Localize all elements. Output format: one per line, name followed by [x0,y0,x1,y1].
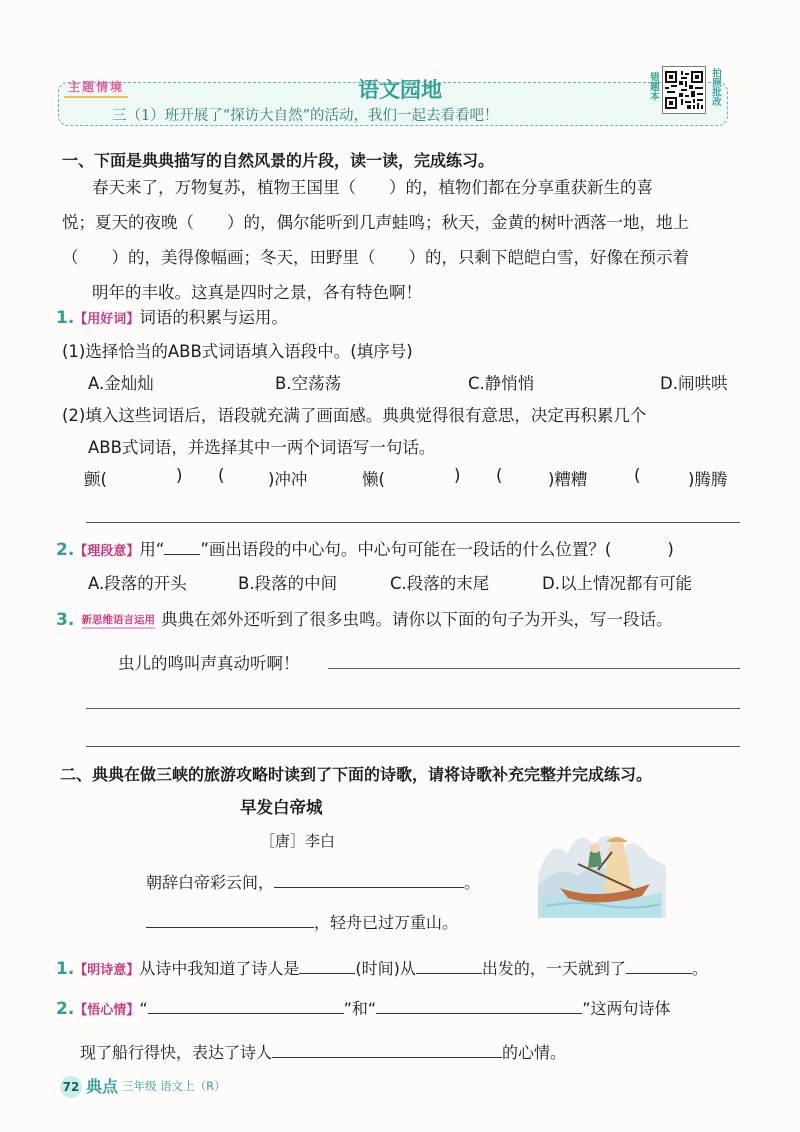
poem-line2-text: ，轻舟已过万重山。 [314,913,459,932]
q1-option-c[interactable]: C.静悄悄 [468,374,535,393]
q1-number: 1. [56,308,75,328]
s2-q1-tag: 【明诗意】 [74,963,140,978]
brand-logo: 典点 [86,1077,119,1096]
section1-passage [62,170,752,310]
fill-item: ( [218,466,225,485]
fill-item: ( [496,466,503,485]
s2-q1-text: 。 [691,959,708,978]
s2-q1-blank-to[interactable] [626,973,692,974]
q1-sub2-line2: ABB式词语，并选择其中一两个词语写一句话。 [88,438,436,457]
s2-q1-number: 1. [56,959,75,979]
poem-title: 早发白帝城 [240,798,323,817]
passage-line: 春天来了，万物复苏，植物王国里（ ）的，植物们都在分享重获新生的喜 [92,178,653,197]
fill-item: )糟糟 [548,470,588,489]
answer-line[interactable] [86,522,740,523]
fill-item: )腾腾 [688,470,728,489]
q3-text: 典典在郊外还听到了很多虫鸣。请你以下面的句子为开头，写一段话。 [161,610,673,629]
fill-item: 颤( [84,470,107,489]
q1-tag: 【用好词】 [74,312,140,327]
q1-sub2-line1: (2)填入这些词语后，语段就充满了画面感。典典觉得很有意思，决定再积累几个 [62,406,647,425]
page-number: 72 [60,1076,82,1098]
s2-q2-line2 [80,1040,566,1063]
q2-option-d[interactable]: D.以上情况都有可能 [542,574,692,593]
section1-heading: 一、下面是典典描写的自然风景的片段，读一读，完成练习。 [62,151,495,170]
q2-text: 用“ [139,540,165,559]
page-title: 语文园地 [358,78,442,102]
fill-item: ) [454,466,461,485]
answer-line[interactable] [86,708,740,709]
q3-prompt [56,606,756,630]
q1-title: 词语的积累与运用。 [139,308,288,327]
s2-q2-number: 2. [56,999,75,1019]
s2-q2-blank-2[interactable] [376,1013,582,1014]
q2-option-b[interactable]: B.段落的中间 [238,574,338,593]
q1-prompt [56,304,288,328]
poem-line1-text: 朝辞白帝彩云间， [146,873,275,892]
poem-blank-1[interactable] [274,887,464,888]
theme-tag: 主题情境 [64,78,128,98]
s2-q2-tag: 【悟心情】 [74,1003,140,1018]
s2-q1-text: 从诗中我知道了诗人是 [139,959,300,978]
s2-q1-blank-from[interactable] [416,973,482,974]
section2-heading: 二、典典在做三峡的旅游攻略时读到了下面的诗歌，请将诗歌补充完整并完成练习。 [60,765,653,784]
q1-option-a[interactable]: A.金灿灿 [88,374,154,393]
passage-line: 明年的丰收。这真是四时之景，各有特色啊！ [92,283,422,302]
qr-right-label: 拍照批改 [710,68,721,106]
q3-number: 3. [56,610,75,630]
s2-q2-blank-1[interactable] [148,1013,344,1014]
s2-q2-text: 的心情。 [502,1043,567,1062]
s2-q1-text: 出发的，一天就到了 [481,959,626,978]
fill-item: 懒( [362,470,385,489]
s2-q1-prompt [56,956,756,979]
q2-text: ”画出语段的中心句。中心句可能在一段话的什么位置？( [200,540,612,559]
passage-line: （ ）的，美得像幅画；冬天，田野里（ ）的，只剩下皑皑白雪，好像在预示着 [62,248,689,267]
s2-q2-text: 现了船行得快，表达了诗人 [80,1043,273,1062]
fill-item: ) [176,466,183,485]
fill-item: ( [634,466,641,485]
s2-q2-prompt [56,996,756,1019]
poem-line1-end: 。 [464,873,481,892]
s2-q1-blank-time[interactable] [299,973,355,974]
answer-line[interactable] [328,668,740,669]
banner-intro: 三（1）班开展了“探访大自然”的活动，我们一起去看看吧！ [112,108,499,124]
qr-code-icon[interactable] [662,66,706,114]
q2-option-a[interactable]: A.段落的开头 [88,574,187,593]
q1-option-d[interactable]: D.闹哄哄 [660,374,728,393]
s2-q2-blank-3[interactable] [272,1057,502,1058]
poem-author: ［唐］李白 [260,832,336,850]
q2-option-c[interactable]: C.段落的末尾 [390,574,490,593]
q2-text: ) [667,540,674,559]
poem-line2 [146,910,458,933]
passage-line: 悦；夏天的夜晚（ ）的，偶尔能听到几声蛙鸣；秋天，金黄的树叶洒落一地，地上 [62,213,689,232]
q2-prompt [56,536,746,560]
answer-line[interactable] [86,746,740,747]
fill-item: )冲冲 [268,470,308,489]
poem-line1 [146,870,480,893]
q3-starter: 虫儿的鸣叫声真动听啊！ [118,654,300,673]
grade-label: 三年级 语文上（R） [122,1079,226,1093]
s2-q2-text: ”和“ [343,999,377,1018]
poet-boat-illustration [538,806,666,918]
q2-number: 2. [56,540,75,560]
s2-q2-text: “ [139,999,148,1018]
q1-option-b[interactable]: B.空荡荡 [275,374,342,393]
q3-tag: 新思维语言运用 [82,612,156,629]
poem-blank-2[interactable] [146,927,314,928]
underline-sample [164,554,200,555]
s2-q1-text: (时间)从 [355,959,416,978]
s2-q2-text: ”这两句诗体 [582,999,671,1018]
q1-sub1: (1)选择恰当的ABB式词语填入语段中。(填序号) [62,342,413,361]
qr-left-label: 错题本 [648,72,659,101]
q2-tag: 【理段意】 [74,544,140,559]
